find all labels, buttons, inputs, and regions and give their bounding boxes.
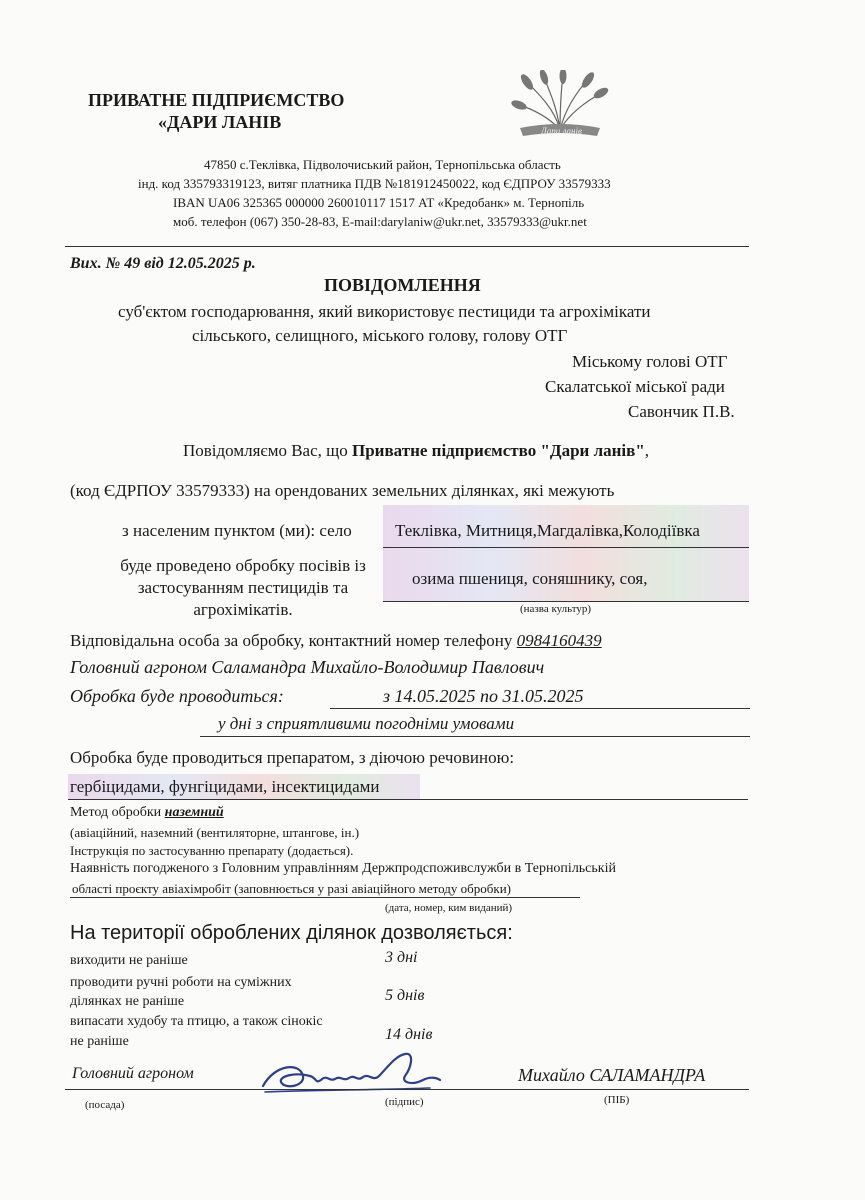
caption-signature: (підпис) [385,1096,424,1108]
allowed-row2-value: 5 днів [385,987,425,1004]
method-options: (авіаційний, наземний (вентиляторне, штангове, ін.) [70,825,360,840]
caption-position: (посада) [85,1099,125,1111]
allowed-row1-value: 3 дні [385,949,418,966]
company-iban: IBAN UA06 325365 000000 260010117 1517 АТ «Кредобанк» м. Тернопіль [173,195,585,210]
company-full-name: Приватне підприємство "Дари ланів" [352,441,645,460]
settlement-label: з населеним пунктом (ми): село [122,521,352,540]
crop-caption: (назва культур) [520,603,592,615]
logo-caption: Дари ланів [541,126,582,136]
company-codes: інд. код 335793319123, витяг платника ПДВ №181912450022, код ЄДПРОУ 33579333 [138,176,611,191]
settlement-underline [383,547,749,548]
signatory-name: Михайло САЛАМАНДРА [518,1065,706,1085]
addressee-line2: Скалатської міської ради [545,377,725,396]
intro-paragraph [183,441,649,461]
crop-label-line1: буде проведено обробку посівів із [120,556,366,575]
approval-caption: (дата, номер, ким виданий) [385,902,513,914]
company-contacts: моб. телефон (067) 350-28-83, E-mail:darylaniw@ukr.net, 33579333@ukr.net [173,214,587,229]
allowed-row1-label: виходити не раніше [70,953,188,968]
addressee-line3: Савончик П.В. [628,402,735,421]
period-label: Обробка буде проводиться: [70,686,284,706]
crop-underline [383,601,749,602]
weather-underline [200,736,750,737]
header-divider [65,246,749,247]
intro-suffix: , [644,441,650,460]
document-title: ПОВІДОМЛЕННЯ [324,275,481,295]
method-label: Метод обробки [70,805,165,820]
substance-value: гербіцидами, фунгіцидами, інсектицидами [70,777,380,796]
period-underline [330,708,750,709]
substance-label: Обробка буде проводиться препаратом, з діючою речовиною: [70,748,515,767]
company-name-line1: ПРИВАТНЕ ПІДПРИЄМСТВО [88,90,345,110]
weather-conditions: у дні з сприятливими погодніми умовами [218,714,515,733]
signature-underline [65,1089,749,1090]
caption-name: (ПІБ) [604,1094,630,1106]
method-value: наземний [164,805,224,820]
allowed-row3-label2: не раніше [70,1034,129,1049]
substance-underline [68,799,748,800]
allowed-row3-label1: випасати худобу та птицю, а також сінокіс [70,1014,323,1029]
allowed-row3-value: 14 днів [385,1026,433,1043]
period-value: з 14.05.2025 по 31.05.2025 [383,686,584,706]
signatory-position: Головний агроном [72,1065,194,1082]
allowed-heading: На території оброблених ділянок дозволяється: [70,922,513,944]
settlement-value: Теклівка, Митниця,Магдалівка,Колодіївка [395,521,700,540]
responsible-person: Головний агроном Саламандра Михайло-Володимир Павлович [70,657,545,677]
allowed-row2-label2: ділянках не раніше [70,994,185,1009]
company-address: 47850 с.Теклівка, Підволочиський район, Тернопільська область [204,157,561,172]
allowed-row2-label1: проводити ручні роботи на суміжних [70,975,292,990]
document-subtitle-line2: сільського, селищного, міського голову, голову ОТГ [192,326,568,345]
intro-prefix: Повідомляємо Вас, що [183,441,352,460]
edrpou-paragraph: (код ЄДРПОУ 33579333) на орендованих земельних ділянках, які межують [70,481,615,500]
instruction-note: Інструкція по застосуванню препарату (додається). [70,843,354,858]
approval-line1: Наявність погодженого з Головним управлінням Держпродспоживслужби в Тернопільській [70,861,616,876]
company-name-line2: «ДАРИ ЛАНІВ [158,112,282,132]
handwritten-signature [255,1046,445,1102]
approval-underline [70,897,580,898]
crop-value: озима пшениця, соняшнику, соя, [412,569,648,588]
approval-line2: області проєкту авіахімробіт (заповнюється у разі авіаційного методу обробки) [72,881,511,896]
responsible-label: Відповідальна особа за обробку, контактний номер телефону [70,631,517,650]
method-line [70,805,224,821]
document-subtitle-line1: суб'єктом господарювання, який використовує пестициди та агрохімікати [118,302,651,321]
addressee-line1: Міському голові ОТГ [572,352,728,371]
company-logo [505,70,615,145]
crop-label-line3: агрохімікатів. [193,600,293,619]
responsible-phone: 0984160439 [516,631,602,650]
crop-label-line2: застосуванням пестицидів та [137,578,349,597]
outgoing-reference: Вих. № 49 від 12.05.2025 р. [70,255,256,272]
responsible-line [70,631,602,651]
